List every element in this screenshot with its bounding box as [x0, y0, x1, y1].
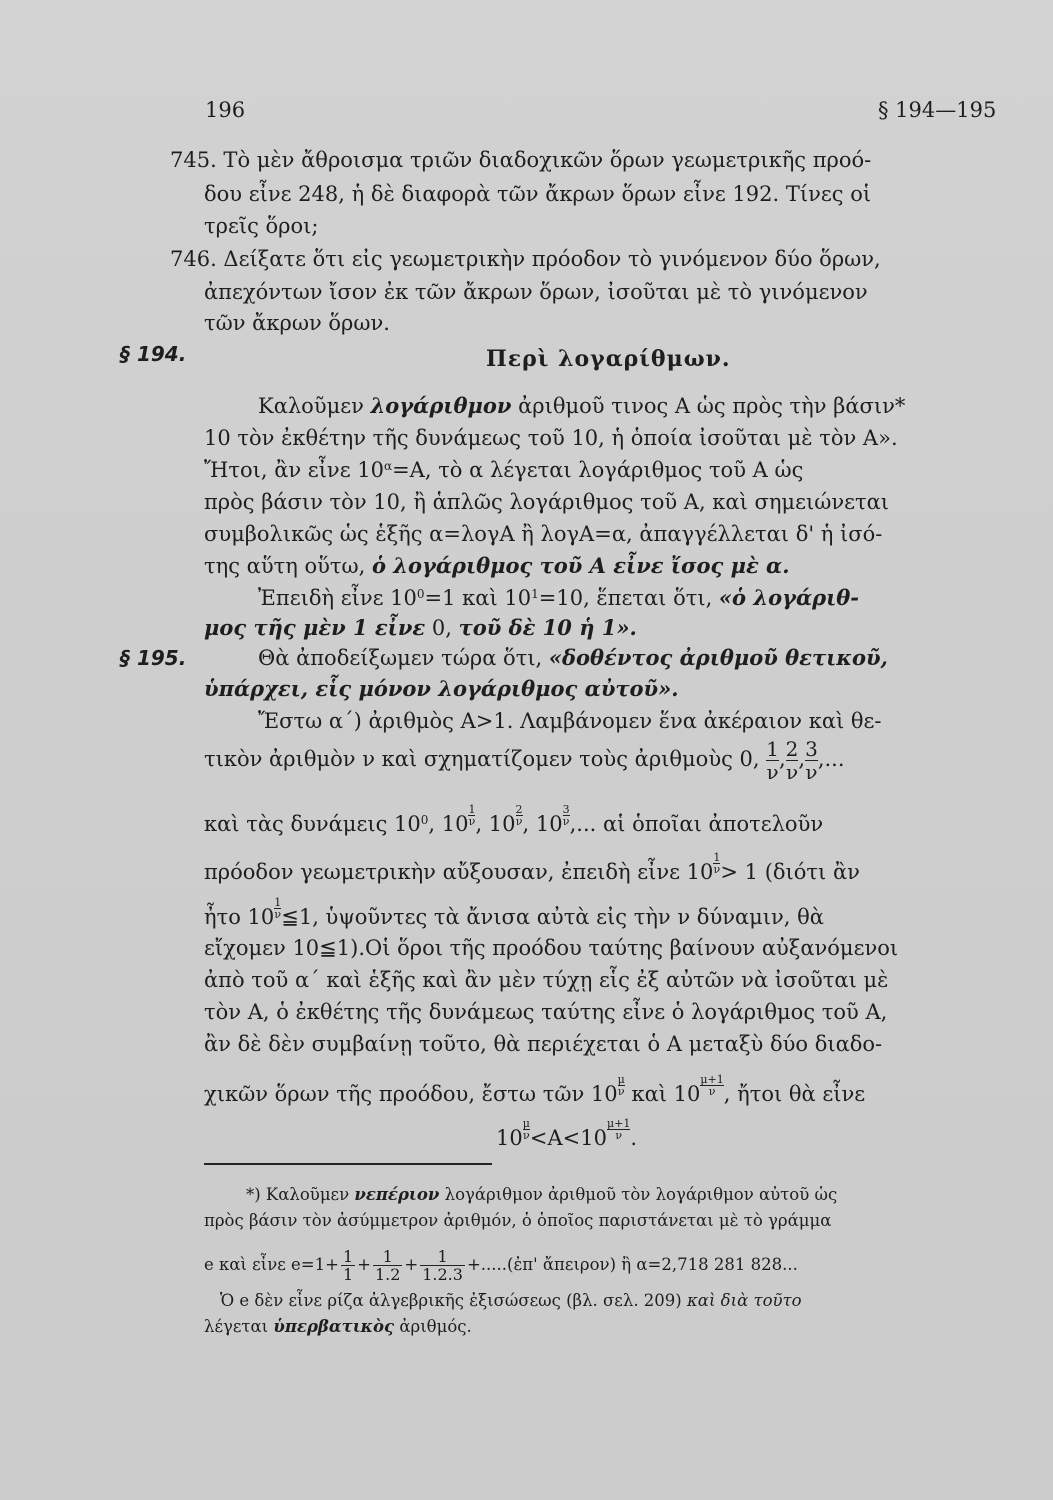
s194-line-3: Ἤτοι, ἂν εἶνε $10^\alpha=A$, τὸ α λέγεται λογάριθμος τοῦ Α ὡς [204, 458, 804, 482]
section-195-number: § 195. [120, 646, 187, 670]
s194-line-7: Ἐπειδὴ εἶνε $10^0=1$ καὶ $10^1=10$, ἕπεται ὅτι, «ὁ λογάριθ- [258, 585, 859, 610]
s194-line-5: συμβολικῶς ὡς ἑξῆς α=λογΑ ἢ λογΑ=α, ἀπαγγέλλεται δ' ἡ ἰσό- [204, 522, 883, 546]
footnote-line-3: e καὶ εἶνε e=1+ $\frac{1}{1}$ + $\frac{1}{1.2}$ + $\frac{1}{1.2.3}$ +.....(ἐπ' ἄπειρον) ἢ α=2,718 281 828... [204, 1247, 798, 1284]
s195-line-2: ὑπάρχει, εἷς μόνον λογάριθμος αὐτοῦ». [204, 676, 679, 701]
s195-line-9: ἀπὸ τοῦ α΄ καὶ ἑξῆς καὶ ἂν μὲν τύχῃ εἷς ἐξ αὐτῶν νὰ ἰσοῦται μὲ [204, 968, 889, 992]
s195-line-11: ἂν δὲ δὲν συμβαίνῃ τοῦτο, θὰ περιέχεται ὁ Α μεταξὺ δύο διαδο- [204, 1032, 883, 1056]
s195-line-5: καὶ τὰς δυνάμεις $10^0$, 10 $\frac{1}{\nu}$ , 10 $\frac{2}{\nu}$ , 10 $\frac{3}{\nu}$ ,... αἱ ὁποῖαι ἀποτελοῦν [204, 803, 824, 836]
s195-line-3: Ἔστω α΄) ἀριθμὸς Α>1. Λαμβάνομεν ἕνα ἀκέραιον καὶ θε- [258, 709, 882, 733]
s195-line-7: ἦτο 10 $\frac{1}{\nu}$ ≦1, ὑψοῦντες τὰ ἄνισα αὐτὰ εἰς τὴν ν δύναμιν, θὰ [204, 896, 824, 929]
s194-line-6: της αὕτη οὕτω, ὁ λογάριθμος τοῦ Α εἶνε ἴσος μὲ α. [204, 553, 790, 578]
exercise-745-line-3: τρεῖς ὅροι; [204, 214, 319, 238]
s195-line-6: πρόοδον γεωμετρικὴν αὔξουσαν, ἐπειδὴ εἶνε 10 $\frac{1}{\nu}$ > 1 (διότι ἂν [204, 851, 860, 884]
exercise-746-line-3: τῶν ἄκρων ὅρων. [204, 311, 390, 335]
s195-line-1: Θὰ ἀποδείξωμεν τώρα ὅτι, «δοθέντος ἀριθμοῦ θετικοῦ, [258, 645, 888, 670]
page-number: 196 [205, 98, 246, 122]
s195-line-12: χικῶν ὅρων τῆς προόδου, ἔστω τῶν 10 $\frac{\mu}{\nu}$ καὶ 10 $\frac{\mu+1}{\nu}$ , ἤτοι θὰ εἶνε [204, 1073, 866, 1106]
section-194-title: Περὶ λογαρίθμων. [486, 346, 731, 372]
fraction-3-over-nu: $\frac{3}{\nu}$ [805, 737, 818, 784]
section-range-header: § 194—195 [878, 98, 997, 122]
fraction-2-over-nu: $\frac{2}{\nu}$ [785, 737, 799, 784]
exercise-746-line-2: ἀπεχόντων ἴσον ἐκ τῶν ἄκρων ὅρων, ἰσοῦται μὲ τὸ γινόμενον [204, 280, 868, 304]
exercise-745-line-1: 745. Τὸ μὲν ἄθροισμα τριῶν διαδοχικῶν ὅρων γεωμετρικῆς προό- [170, 148, 872, 172]
footnote-separator [204, 1163, 492, 1165]
s194-line-4: πρὸς βάσιν τὸν 10, ἢ ἁπλῶς λογάριθμος τοῦ Α, καὶ σημειώνεται [204, 490, 889, 514]
s194-line-2: 10 τὸν ἐκθέτην τῆς δυνάμεως τοῦ 10, ἡ ὁποία ἰσοῦται μὲ τὸν Α». [204, 426, 898, 450]
s195-inequality: 10 $\frac{\mu}{\nu}$ <Α<10 $\frac{\mu+1}{\nu}$ . [496, 1117, 638, 1150]
section-194-number: § 194. [120, 342, 187, 366]
fraction-1-over-nu: $\frac{1}{\nu}$ [766, 737, 779, 784]
s195-line-10: τὸν Α, ὁ ἐκθέτης τῆς δυνάμεως ταύτης εἶνε ὁ λογάριθμος τοῦ Α, [204, 1000, 888, 1024]
s195-line-8: εἴχομεν 10≦1).Οἱ ὅροι τῆς προόδου ταύτης βαίνουν αὐξανόμενοι [204, 936, 899, 960]
exercise-745-line-2: δου εἶνε 248, ἡ δὲ διαφορὰ τῶν ἄκρων ὅρων εἶνε 192. Τίνες οἱ [204, 182, 872, 206]
s194-line-8: μος τῆς μὲν 1 εἶνε 0, τοῦ δὲ 10 ἡ 1». [204, 615, 637, 640]
footnote-line-4: Ὁ e δὲν εἶνε ρίζα ἀλγεβρικῆς ἐξισώσεως (βλ. σελ. 209) καὶ διὰ τοῦτο [220, 1291, 802, 1310]
s194-line-1: Καλοῦμεν λογάριθμον ἀριθμοῦ τινος Α ὡς πρὸς τὴν βάσιν* [258, 393, 906, 418]
footnote-line-1: *) Καλοῦμεν νεπέριον λογάριθμον ἀριθμοῦ τὸν λογάριθμον αὐτοῦ ὡς [246, 1185, 838, 1204]
s195-line-4: τικὸν ἀριθμὸν ν καὶ σχηματίζομεν τοὺς ἀριθμοὺς 0, $\frac{1}{\nu}$ , $\frac{2}{\nu}$ , $\frac{3}{\nu}$ ,... [204, 737, 845, 784]
footnote-line-2: πρὸς βάσιν τὸν ἀσύμμετρον ἀριθμόν, ὁ ὁποῖος παριστάνεται μὲ τὸ γράμμα [204, 1211, 832, 1230]
footnote-line-5: λέγεται ὑπερβατικὸς ἀριθμός. [204, 1317, 472, 1336]
exercise-746-line-1: 746. Δείξατε ὅτι εἰς γεωμετρικὴν πρόοδον τὸ γινόμενον δύο ὅρων, [170, 247, 881, 271]
